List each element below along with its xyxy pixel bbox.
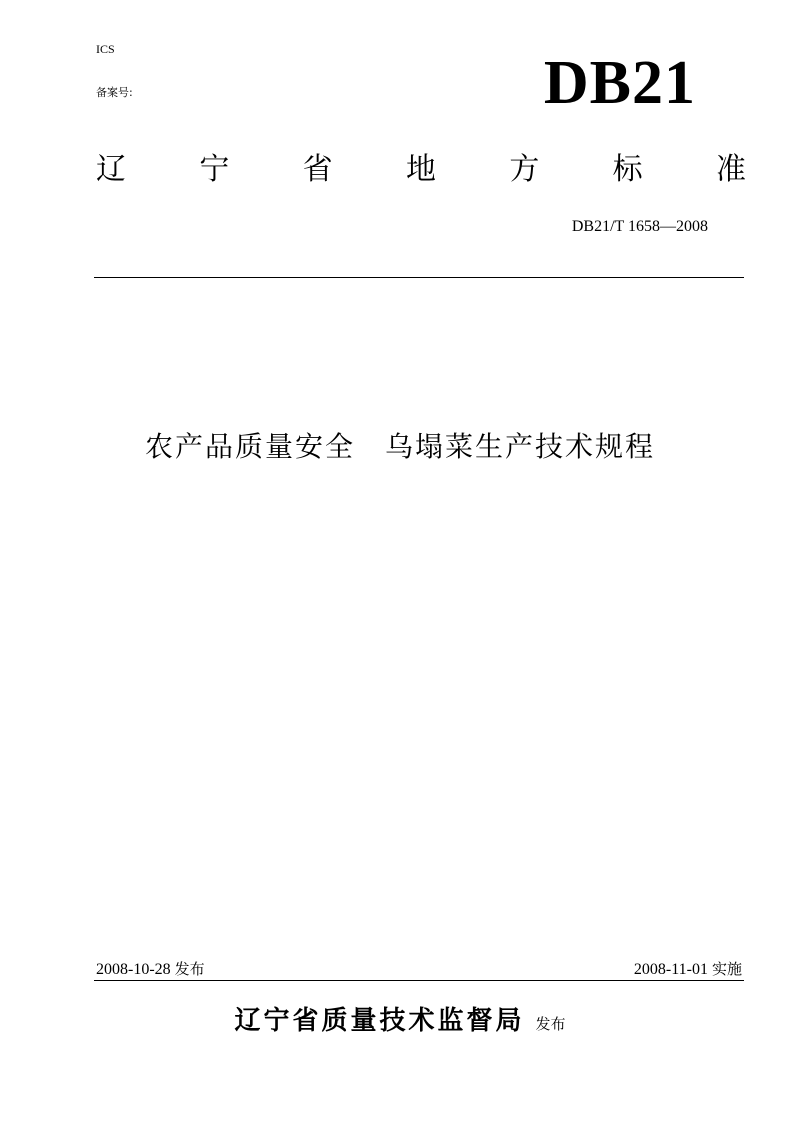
standard-type-char: 省 xyxy=(302,152,333,187)
publish-date-line xyxy=(96,958,205,979)
issuer-line xyxy=(0,1000,800,1037)
document-title: 农产品质量安全 乌塌菜生产技术规程 xyxy=(144,430,655,463)
standard-type-char: 地 xyxy=(405,152,436,187)
standard-code: DB21 xyxy=(543,49,696,117)
standard-type-char: 方 xyxy=(509,152,540,187)
issuer-suffix: 发布 xyxy=(535,1015,566,1033)
issuer-name: 辽宁省质量技术监督局 xyxy=(234,1006,525,1036)
publish-date: 2008-10-28 xyxy=(96,961,171,978)
standard-type-char: 辽 xyxy=(96,152,126,187)
implement-date-line xyxy=(634,958,742,979)
implement-date: 2008-11-01 xyxy=(633,961,708,978)
standard-type-char: 宁 xyxy=(199,152,230,187)
top-divider xyxy=(94,277,744,278)
standard-type-heading xyxy=(96,150,746,190)
ics-label: ICS xyxy=(96,42,115,56)
standard-number: DB21/T 1658—2008 xyxy=(571,218,708,235)
standard-type-char: 准 xyxy=(715,152,746,187)
filing-number-label: 备案号: xyxy=(96,86,133,99)
bottom-divider xyxy=(94,980,744,981)
implement-label: 实施 xyxy=(711,960,742,978)
standard-type-char: 标 xyxy=(612,152,643,187)
publish-label: 发布 xyxy=(174,960,205,978)
